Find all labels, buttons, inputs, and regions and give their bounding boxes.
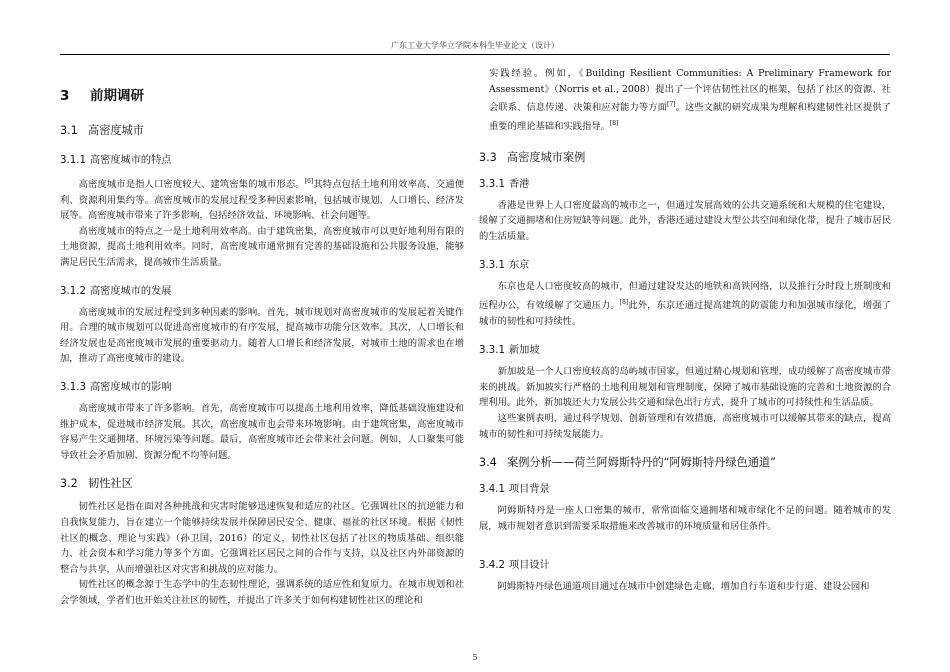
- paragraph-continued: 实践经验。例如，《Building Resilient Communities: A Preliminary Framework for Assessment》（Norris et al., 2008）提出了一个评估韧性社区的框架，包括了社区的资源、社会联系、信息传递、决策和应对能力等方面[7]。这些文献的研究成果为理解和构建韧性社区提供了重要的理论基础和实践指导。[8]: [489, 68, 891, 132]
- chapter-heading: 3 前期调研: [60, 88, 144, 104]
- section-3-4-2-heading: 3.4.2 项目设计: [479, 560, 550, 572]
- paragraph-singapore-b: 这些案例表明，通过科学规划、创新管理和有效措施，高密度城市可以缓解其带来的缺点，提高城市的韧性和可持续发展能力。: [479, 413, 891, 440]
- section-hongkong-heading: 3.3.1 香港: [479, 178, 530, 190]
- section-3-1-3-heading: 3.1.3 高密度城市的影响: [60, 382, 172, 394]
- section-3-1-2-heading: 3.1.2 高密度城市的发展: [60, 285, 172, 297]
- paragraph-3-1-3: 高密度城市带来了许多影响。首先，高密度城市可以提高土地利用效率，降低基础设施建设和维护成本，促进城市经济发展。其次，高密度城市也会带来环境影响。由于建筑密集，高密度城市容易产生交通拥堵、环境污染等问题。最后，高密度城市还会带来社会问题。例如，人口聚集可能导致社会矛盾加剧、资源分配不均等问题。: [60, 403, 464, 461]
- section-3-4-1-heading: 3.4.1 项目背景: [479, 484, 550, 496]
- paragraph-3-2-a: 韧性社区是指在面对各种挑战和灾害时能够迅速恢复和适应的社区。它强调社区的抗逆能力和自我恢复能力，旨在建立一个能够持续发展并保障居民安全、健康、福祉的社区环境。根据《韧性社区的概念、理论与实践》（孙卫国，2016）的定义，韧性社区包括了社区的物质基础、组织能力、社会资本和学习能力等多个方面。它强调社区居民之间的合作与支持，以及社区内外部资源的整合与共享，从而增强社区对灾害和挑战的应对能力。: [60, 501, 464, 575]
- section-3-2-heading: 3.2 韧性社区: [60, 477, 133, 491]
- paragraph-hongkong: 香港是世界上人口密度最高的城市之一，但通过发展高效的公共交通系统和大规模的住宅建设，缓解了交通拥堵和住房短缺等问题。此外，香港还通过建设大型公共空间和绿化带，提升了城市居民的生活质量。: [479, 199, 891, 242]
- paragraph-3-1-1-a: 高密度城市是指人口密度较大、建筑密集的城市形态。[6]其特点包括土地利用效率高、交通便利、资源利用集约等。高密度城市的发展过程受多种因素影响，包括城市规划、人口增长、经济发展等。高密度城市带来了许多影响，包括经济效益、环境影响、社会问题等。: [60, 178, 464, 222]
- header-rule: [60, 54, 890, 55]
- paragraph-3-1-1-b: 高密度城市的特点之一是土地利用效率高。由于建筑密集，高密度城市可以更好地利用有限的土地资源，提高土地利用效率。同时，高密度城市通常拥有完善的基础设施和公共服务设施，能够满足居民生活需求，提高城市生活质量。: [60, 225, 464, 269]
- section-singapore-heading: 3.3.1 新加坡: [479, 345, 540, 357]
- page-number: 5: [472, 653, 478, 662]
- left-column: [60, 66, 464, 609]
- section-3-1-1-heading: 3.1.1 高密度城市的特点: [60, 155, 172, 166]
- paragraph-3-4-2: 阿姆斯特丹绿色通道项目通过在城市中创建绿色走廊、增加自行车道和步行道、建设公园和: [497, 581, 870, 593]
- section-3-1-heading: 3.1 高密度城市: [60, 124, 144, 137]
- paragraph-3-4-1: 阿姆斯特丹是一座人口密集的城市，常常面临交通拥堵和城市绿化不足的问题。随着城市的发展，城市规划者意识到需要采取措施来改善城市的环境质量和居住条件。: [479, 505, 891, 532]
- paragraph-singapore-a: 新加坡是一个人口密度较高的岛屿城市国家，但通过精心规划和管理，成功缓解了高密度城市带来的挑战。新加坡实行严格的土地利用规划和管理制度，保障了城市基础设施的完善和土地资源的合理利用。此外，新加坡还大力发展公共交通和绿色出行方式，提升了城市的可持续性和生活品质。: [479, 366, 891, 409]
- page-header: 广东工业大学华立学院本科生毕业论文（设计）: [391, 41, 559, 50]
- section-tokyo-heading: 3.3.1 东京: [479, 260, 530, 272]
- paragraph-3-1-2: 高密度城市的发展过程受到多种因素的影响。首先，城市规划对高密度城市的发展起着关键作用。合理的城市规划可以促进高密度城市的有序发展，提高城市功能分区效率。其次，人口增长和经济发展也是高密度城市发展的重要驱动力。随着人口增长和经济发展，对城市土地的需求也在增加，推动了高密度城市的建设。: [60, 306, 464, 365]
- right-column: [479, 66, 891, 595]
- paragraph-tokyo: 东京也是人口密度较高的城市，但通过建设发达的地铁和高铁网络，以及推行分时段上班制度和远程办公，有效缓解了交通压力。[8]此外，东京还通过提高建筑的防震能力和加强城市绿化，增强了城市的韧性和可持续性。: [479, 281, 891, 327]
- section-3-3-heading: 3.3 高密度城市案例: [479, 150, 586, 164]
- section-3-4-heading: 3.4 案例分析——荷兰阿姆斯特丹的“阿姆斯特丹绿色通道”: [479, 456, 776, 470]
- paragraph-3-2-b: 韧性社区的概念源于生态学中的生态韧性理论，强调系统的适应性和复原力。在城市规划和社会学领域，学者们也开始关注社区的韧性，并提出了许多关于如何构建韧性社区的理论和: [60, 579, 464, 606]
